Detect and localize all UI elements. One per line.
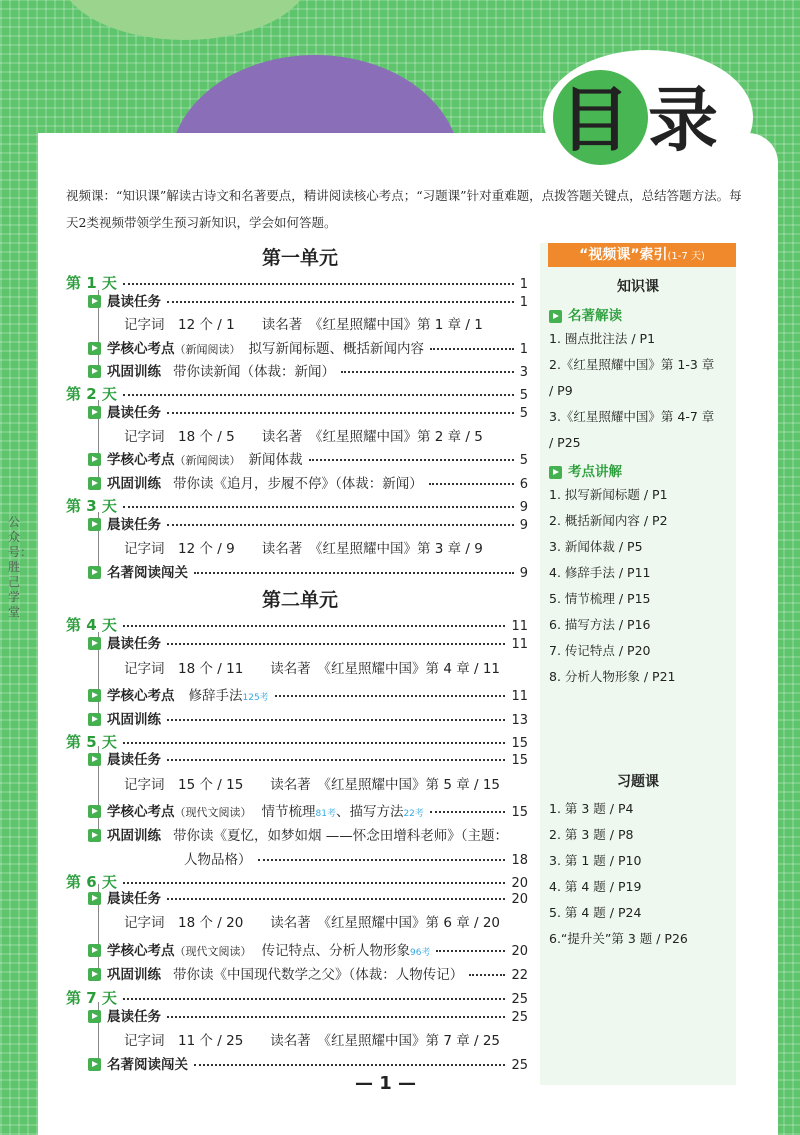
index-item[interactable]: 1. 第 3 题 / P4 (549, 801, 634, 816)
toc-day[interactable]: 第 6 天 20 (66, 873, 528, 891)
index-item[interactable]: 8. 分析人物形象 / P21 (549, 669, 676, 684)
index-item[interactable]: 2.《红星照耀中国》第 1-3 章 (549, 357, 715, 372)
play-icon (88, 342, 101, 355)
play-icon (88, 453, 101, 466)
index-item[interactable]: 5. 第 4 题 / P24 (549, 905, 642, 920)
words-reading-line: 记字词 12 个 / 1 读名著 《红星照耀中国》第 1 章 / 1 (124, 317, 483, 333)
toc-day[interactable]: 第 3 天 9 (66, 497, 528, 515)
index-item[interactable]: 4. 修辞手法 / P11 (549, 565, 651, 580)
toc-day[interactable]: 第 5 天 15 (66, 733, 528, 751)
play-icon (549, 310, 562, 323)
index-item[interactable]: / P9 (549, 383, 573, 398)
play-icon (88, 892, 101, 905)
play-icon (88, 518, 101, 531)
day-label: 第 6 天 (66, 873, 117, 891)
words-reading-line: 记字词 18 个 / 20 读名著 《红星照耀中国》第 6 章 / 20 (124, 915, 501, 931)
index-item[interactable]: / P25 (549, 435, 581, 450)
toc-day[interactable]: 第 7 天 25 (66, 989, 528, 1007)
play-icon (88, 968, 101, 981)
day-label: 第 7 天 (66, 989, 117, 1007)
day-label: 第 5 天 (66, 733, 117, 751)
words-reading-line: 记字词 18 个 / 5 读名著 《红星照耀中国》第 2 章 / 5 (124, 429, 483, 445)
play-icon (88, 566, 101, 579)
index-item[interactable]: 1. 拟写新闻标题 / P1 (549, 487, 668, 502)
section-classic-reading: 名著解读 (549, 304, 622, 324)
exercise-course-title: 习题课 (617, 774, 659, 790)
play-icon (88, 406, 101, 419)
words-reading-line: 记字词 11 个 / 25 读名著 《红星照耀中国》第 7 章 / 25 (124, 1033, 501, 1049)
toc-entry[interactable]: 名著阅读闯关 25 (88, 1053, 528, 1073)
toc-entry[interactable]: 晨读任务 1 (88, 290, 528, 310)
toc-entry[interactable]: 学核心考点 修辞手法 125考 11 (88, 684, 528, 704)
index-item[interactable]: 3. 新闻体裁 / P5 (549, 539, 643, 554)
toc-entry[interactable]: 巩固训练 带你读《追月，步履不停》（体裁：新闻） 6 (88, 472, 528, 492)
play-icon (88, 1010, 101, 1023)
toc-entry[interactable]: 名著阅读闯关 9 (88, 561, 528, 581)
index-item[interactable]: 1. 圈点批注法 / P1 (549, 331, 656, 346)
toc-day[interactable]: 第 1 天 1 (66, 274, 528, 292)
day-label: 第 2 天 (66, 385, 117, 403)
toc-entry[interactable]: 学核心考点 （现代文阅读） 传记特点、分析人物形象 96考 20 (88, 939, 528, 959)
toc-entry[interactable]: 巩固训练 带你读《夏忆，如梦如烟 ——怀念田增科老师》（主题： (88, 824, 528, 844)
toc-entry[interactable]: 学核心考点 （新闻阅读） 拟写新闻标题、概括新闻内容 1 (88, 337, 528, 357)
unit-heading-1: 第一单元 (261, 247, 338, 269)
toc-day[interactable]: 第 4 天 11 (66, 616, 528, 634)
play-icon (88, 805, 101, 818)
unit-heading-2: 第二单元 (261, 589, 338, 611)
toc-entry[interactable]: 学核心考点 （新闻阅读） 新闻体裁 5 (88, 448, 528, 468)
index-item[interactable]: 3. 第 1 题 / P10 (549, 853, 642, 868)
index-item[interactable]: 2. 第 3 题 / P8 (549, 827, 634, 842)
day-label: 第 1 天 (66, 274, 117, 292)
page-number: — 1 — (355, 1073, 417, 1094)
toc-entry[interactable]: 晨读任务 15 (88, 748, 528, 768)
index-item[interactable]: 6.“提升关”第 3 题 / P26 (549, 931, 688, 946)
toc-entry[interactable]: 晨读任务 5 (88, 401, 528, 421)
play-icon (88, 713, 101, 726)
index-item[interactable]: 5. 情节梳理 / P15 (549, 591, 651, 606)
index-item[interactable]: 7. 传记特点 / P20 (549, 643, 651, 658)
play-icon (88, 1058, 101, 1071)
play-icon (88, 365, 101, 378)
day-label: 第 4 天 (66, 616, 117, 634)
toc-entry[interactable]: 学核心考点 （现代文阅读） 情节梳理 81考 、描写方法 22考 15 (88, 800, 528, 820)
toc-entry-continued[interactable]: 人物品格） 18 (184, 852, 528, 868)
toc-entry[interactable]: 晨读任务 9 (88, 513, 528, 533)
toc-day[interactable]: 第 2 天 5 (66, 385, 528, 403)
toc-entry[interactable]: 晨读任务 11 (88, 632, 528, 652)
toc-entry[interactable]: 巩固训练 13 (88, 708, 528, 728)
toc-entry[interactable]: 巩固训练 带你读《中国现代数学之父》（体裁：人物传记） 22 (88, 963, 528, 983)
play-icon (88, 295, 101, 308)
video-index-header: “视频课”索引(1-7 天) (548, 243, 736, 267)
words-reading-line: 记字词 18 个 / 11 读名著 《红星照耀中国》第 4 章 / 11 (124, 661, 501, 677)
toc-entry[interactable]: 晨读任务 20 (88, 887, 528, 907)
play-icon (88, 753, 101, 766)
play-icon (88, 477, 101, 490)
play-icon (88, 944, 101, 957)
intro-text: 视频课：“知识课”解读古诗文和名著要点，精讲阅读核心考点；“习题课”针对重难题，点拨答题关键点，总结答题方法。每天2类视频带领学生预习新知识，学会如何答题。 (66, 188, 742, 230)
section-exam-points: 考点讲解 (549, 460, 622, 480)
day-label: 第 3 天 (66, 497, 117, 515)
words-reading-line: 记字词 12 个 / 9 读名著 《红星照耀中国》第 3 章 / 9 (124, 541, 483, 557)
knowledge-course-title: 知识课 (617, 279, 659, 295)
play-icon (549, 466, 562, 479)
toc-entry[interactable]: 晨读任务 25 (88, 1005, 528, 1025)
play-icon (88, 829, 101, 842)
play-icon (88, 689, 101, 702)
index-item[interactable]: 2. 概括新闻内容 / P2 (549, 513, 668, 528)
words-reading-line: 记字词 15 个 / 15 读名著 《红星照耀中国》第 5 章 / 15 (124, 777, 501, 793)
index-item[interactable]: 3.《红星照耀中国》第 4-7 章 (549, 409, 715, 424)
index-item[interactable]: 6. 描写方法 / P16 (549, 617, 651, 632)
page-title: 目录 (560, 79, 736, 161)
index-item[interactable]: 4. 第 4 题 / P19 (549, 879, 642, 894)
toc-entry[interactable]: 巩固训练 带你读新闻（体裁：新闻） 3 (88, 360, 528, 380)
play-icon (88, 637, 101, 650)
side-watermark-text: 公众号：胜己学堂 (8, 515, 33, 619)
